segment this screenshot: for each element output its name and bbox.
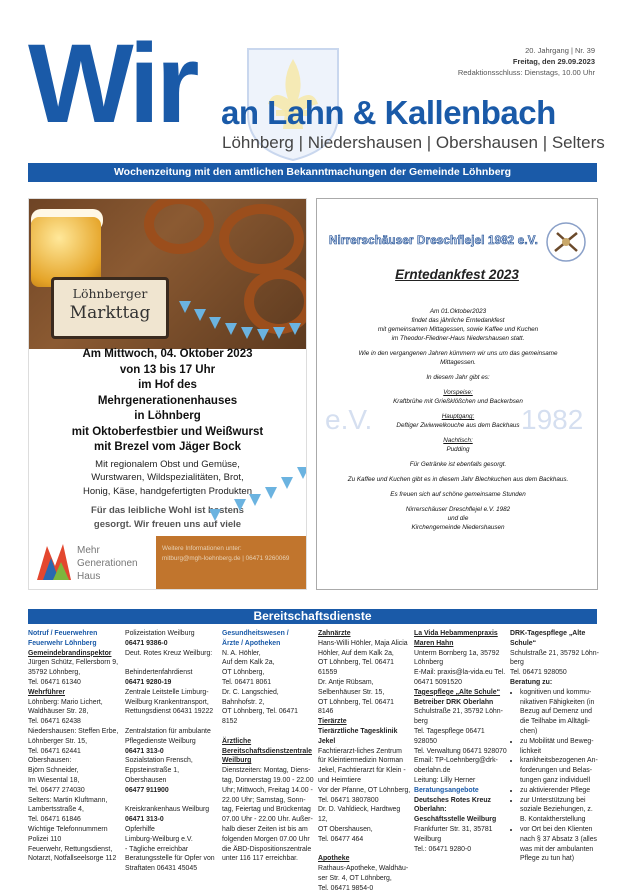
service-line: Fachtierarzt-liches Zentrum <box>318 747 402 755</box>
service-line: Eppsteinstraße 1, <box>125 767 180 775</box>
service-line: Tagespflege „Alte Schule“ <box>414 688 501 696</box>
drk-topic-item: • kognitiven und kommu-nikativen Fähigkeiten (in Bezug auf Demenz und die Teilhabe im Alltägli-chen) <box>520 688 599 737</box>
drk-line: Schulstraße 21, 35792 Löhn- <box>510 649 599 657</box>
bunting-flag <box>179 301 191 313</box>
service-line: Zentrale Leitstelle Limburg- <box>125 688 209 696</box>
drk-topic-item: • krankheitsbezogenen An-forderungen und Belas-tungen ganz individuell <box>520 756 599 785</box>
localities: Löhnberg | Niedershausen | Obershausen | Selters <box>222 133 605 152</box>
drk-topic-item: • vor Ort bei den Klienten nach § 37 Absatz 3 (alles was mit der ambulanten Pflege zu tun hat) <box>520 825 599 864</box>
drk-line: berg <box>510 659 524 667</box>
erntedank-line: Mittagessen. <box>440 359 476 366</box>
service-line: Behindertenfahrdienst <box>125 669 193 677</box>
service-line: Niedershausen: Steffen Erbe, <box>28 727 119 735</box>
section-title: Bereitschaftsdienste <box>28 609 597 624</box>
service-line: Polizeistation Weilburg <box>125 630 195 637</box>
service-line: 06471 5091520 <box>414 678 462 686</box>
service-line: Höhler, Auf dem Kalk 2a, <box>318 649 394 657</box>
erntedankfest-body <box>325 307 591 538</box>
service-line: Gesundheitswesen / <box>222 630 289 637</box>
erntedank-line: Zu Kaffee und Kuchen gibt es in diesem Jahr Blechkuchen aus dem Backhaus. <box>347 476 569 483</box>
markttag-line: im Hof des <box>138 379 197 391</box>
markttag-detail-line: Mit regionalem Obst und Gemüse, <box>95 458 240 470</box>
service-line: La Vida Hebammenpraxis <box>414 630 498 637</box>
service-line <box>125 717 218 727</box>
service-line: Maren Hahn <box>414 639 454 647</box>
bunting-flag <box>265 487 277 499</box>
column-drk-daycare <box>510 629 599 864</box>
column-midwife-care <box>414 629 507 854</box>
markttag-line: mit Oktoberfestbier und Weißwurst <box>71 425 264 438</box>
service-line: Lambertsstraße 4, <box>28 806 84 814</box>
erntedank-line: Deftiger Zwiwwelkouche aus dem Backhaus <box>396 422 520 429</box>
drk-subheading: Beratung zu: <box>510 678 553 686</box>
markttag-detail-line: Wurstwaren, Wildspezialitäten, Brot, <box>91 472 244 483</box>
erntedank-line: mit gemeinsamen Mittagessen, sowie Kaffee und Kuchen <box>377 326 539 333</box>
tagline-bar: Wochenzeitung mit den amtlichen Bekanntmachungen der Gemeinde Löhnberg <box>28 163 597 182</box>
deadline-note: Redaktionsschluss: Dienstags, 10.00 Uhr <box>457 68 595 77</box>
drk-topic-item: • zu aktivierender Pflege <box>520 786 599 796</box>
service-line: Limburg-Weilburg e.V. <box>125 835 193 843</box>
service-line: Feuerwehr, Rettungsdienst, <box>28 845 113 853</box>
bunting-flag <box>281 477 293 489</box>
service-line: 22.00 Uhr; Samstag, Sonn- <box>222 796 306 804</box>
service-line: Weilburg Krankentransport, <box>125 698 209 706</box>
service-line: Jekel <box>318 737 336 745</box>
erntedank-line: Am 01.Oktober2023 <box>429 308 487 315</box>
service-line: Rettungsdienst 06431 19222 <box>125 708 214 716</box>
service-line: Opferhilfe <box>125 825 155 833</box>
service-line <box>318 845 411 855</box>
service-line: Zentralstation für ambulante <box>125 727 211 735</box>
service-line <box>125 658 218 668</box>
mehrgenerationenhaus-logo <box>33 536 156 590</box>
service-line: Ärzte / Apotheken <box>222 639 281 647</box>
drk-heading: DRK-Tagespflege „Alte <box>510 630 586 637</box>
service-line: OT Obershausen, <box>318 825 373 833</box>
erntedank-course-label: Vorspeise: <box>443 389 473 396</box>
erntedank-line: Kraftbrühe mit Grießklößchen und Backerbsen <box>393 398 523 405</box>
service-line: 06471 313-0 <box>125 816 164 824</box>
erntedank-paragraph <box>325 388 591 406</box>
markttag-note-line: gesorgt. Wir freuen uns auf viele <box>93 518 242 530</box>
service-line: tag, Donnerstag 19.00 - 22.00 <box>222 776 314 784</box>
service-line: - Tägliche erreichbar <box>125 845 189 853</box>
erntedank-line: findet das jährliche Erntedankfest <box>411 317 505 324</box>
mgh-logo-text: Mehr <box>77 545 100 556</box>
service-line: folgenden Morgen 07.00 Uhr <box>222 835 310 843</box>
service-line: Waldhäuser Str. 28, <box>28 708 89 716</box>
service-line: Apotheke <box>318 855 350 863</box>
markttag-line: in Löhnberg <box>134 410 201 422</box>
service-line: Sozialstation Frensch, <box>125 757 193 765</box>
oktoberfest-photo <box>29 199 306 349</box>
bunting-flag <box>194 309 206 321</box>
service-line: tag, Feiertag und Brückentag <box>222 806 311 814</box>
markttag-note-line: Für das leibliche Wohl ist bestens <box>91 505 244 516</box>
erntedank-line: Es freuen sich auf schöne gemeinsame Stunden <box>390 491 526 498</box>
erntedank-paragraph <box>325 505 591 532</box>
drk-heading: Schule“ <box>510 639 537 647</box>
service-line: Obershausen <box>125 776 167 784</box>
service-line: Tel.: 06471 9280-0 <box>414 845 472 853</box>
service-line: OT Löhnberg, Tel. 06471 8152 <box>222 708 298 726</box>
bunting-flag <box>234 499 246 511</box>
service-line: 35792 Löhnberg, <box>28 669 81 677</box>
drk-topic-item: • zu Mobilität und Beweg-lichkeit <box>520 737 599 757</box>
bunting-flag <box>249 494 261 506</box>
service-line: Tel. 06471 9854-0 <box>318 884 374 892</box>
markttag-detail-line: Honig, Käse, handgefertigten Produkten <box>82 485 252 497</box>
issue-number: 20. Jahrgang | Nr. 39 <box>525 46 595 55</box>
service-line: Löhnberg <box>414 659 444 667</box>
service-line: berg <box>414 718 428 726</box>
service-line: Deutsches Rotes Kreuz <box>414 796 491 804</box>
service-line: Beratungsstelle für Opfer von <box>125 855 215 863</box>
watermark-left: e.V. <box>325 404 373 435</box>
service-line: N. A. Höhler, <box>222 649 261 657</box>
service-line: Jekel, Fachtierarzt für Klein - <box>318 767 406 775</box>
service-line: Löhnberger Str. 15, <box>28 737 87 745</box>
erntedank-line: Kirchengemeinde Niedershausen <box>411 524 505 531</box>
erntedank-line: Nirrerschäuser Dreschflejel e.V. 1982 <box>405 506 511 513</box>
erntedank-line: Pudding <box>446 446 470 453</box>
bunting-flag <box>241 327 253 339</box>
service-line: Tel. 06471 8061 <box>222 678 272 686</box>
service-line: Tel. 06471 61846 <box>28 816 81 824</box>
service-line: Wichtige Telefonnummern <box>28 825 108 833</box>
drk-topic-item: • zur Unterstützung bei soziale Beziehungen, z. B. Kontaktherstellung <box>520 796 599 825</box>
service-line: Straftaten 06431 45045 <box>125 865 198 873</box>
service-line: Rathaus-Apotheke, Waldhäu- <box>318 865 409 873</box>
erntedank-paragraph <box>325 349 591 367</box>
markttag-line: Mehrgenerationenhauses <box>97 394 238 407</box>
service-line: Löhnberg: Mario Lichert, <box>28 698 103 706</box>
erntedank-line: im Theodor-Fliedner-Haus Niedershausen statt. <box>391 335 525 342</box>
service-line: Dr. Antje Rübsam, <box>318 678 374 686</box>
service-line: Auf dem Kalk 2a, <box>222 659 275 667</box>
service-line: Tel. 06471 62438 <box>28 718 81 726</box>
service-line: Polizei 110 <box>28 835 62 843</box>
markttag-line: mit Brezel vom Jäger Bock <box>93 441 241 453</box>
drk-topic-list <box>520 688 599 864</box>
bunting-flag <box>297 467 307 479</box>
service-line: Selters: Martin Kluftmann, <box>28 796 108 804</box>
erntedank-course-label: Nachtisch: <box>443 437 473 444</box>
service-line: für Kleintiermedizin Norman <box>318 757 404 765</box>
erntedank-course-label: Hauptgang: <box>441 413 475 420</box>
service-line: Uhr; Mittwoch, Freitag 14.00 - <box>222 786 313 794</box>
service-line: Beratungsangebote <box>414 786 479 794</box>
service-line: 06471 313-0 <box>125 747 164 755</box>
erntedank-line: und die <box>447 515 469 522</box>
service-line: Weilburg <box>414 835 442 843</box>
service-line: Tel. 06471 61340 <box>28 678 81 686</box>
erntedank-paragraph <box>325 412 591 430</box>
service-line: Jürgen Schütz, Fellersborn 9, <box>28 659 119 667</box>
markttag-line: von 13 bis 17 Uhr <box>119 363 216 376</box>
erntedank-line: Für Getränke ist ebenfalls gesorgt. <box>409 461 507 468</box>
service-line: Tel. 06471 62441 <box>28 747 81 755</box>
mgh-footer <box>29 533 306 590</box>
service-line: Dienstzeiten: Montag, Diens- <box>222 767 311 775</box>
service-line: Dr. D. Vahldieck, Hardtweg 12, <box>318 806 401 824</box>
service-line: Im Wiesental 18, <box>28 776 80 784</box>
service-line: Tel. 06477 274030 <box>28 786 85 794</box>
service-line: Wehrführer <box>28 688 66 696</box>
column-emergency <box>28 629 121 864</box>
service-line: Björn Schneider, <box>28 767 79 775</box>
service-line: Tierärztliche Tagesklinik <box>318 727 398 735</box>
service-line: unter 116 117 erreichbar. <box>222 855 298 863</box>
service-line: Selbenhäuser Str. 15, <box>318 688 385 696</box>
service-line: Weilburg <box>222 757 252 765</box>
service-line: halb dieser Zeiten ist bis am <box>222 825 308 833</box>
erntedank-paragraph <box>325 307 591 343</box>
drk-line: Tel. 06471 928050 <box>510 669 567 677</box>
club-emblem-icon <box>545 221 587 263</box>
erntedank-paragraph <box>325 436 591 454</box>
service-line: 06477 911900 <box>125 786 169 794</box>
service-line: 06471 9386-0 <box>125 639 168 647</box>
service-line: Vor der Pfanne, OT Löhnberg, <box>318 786 411 794</box>
issue-date: Freitag, den 29.09.2023 <box>512 57 595 66</box>
service-line: Frankfurter Str. 31, 35781 <box>414 825 493 833</box>
club-header: Nirrerschäuser Dreschflejel 1982 e.V. <box>329 235 538 247</box>
service-line: OT Löhnberg, Tel. 06471 8146 <box>318 698 394 716</box>
erntedank-paragraph <box>325 490 591 499</box>
service-line: Obershausen: <box>28 757 72 765</box>
erntedankfest-advertisement <box>316 198 598 590</box>
service-line: E-Mail: praxis@la-vida.eu Tel. <box>414 669 506 677</box>
service-line <box>222 727 315 737</box>
service-line: Deut. Rotes Kreuz Weilburg: <box>125 649 213 657</box>
bunting-flag <box>289 323 301 335</box>
service-line: 06471 9280-19 <box>125 678 172 686</box>
mgh-logo-text: Generationen <box>77 558 138 569</box>
service-line: oberlahn.de <box>414 767 451 775</box>
erntedankfest-title: Erntedankfest 2023 <box>395 267 519 282</box>
bunting-flag <box>209 509 221 521</box>
watermark-right: 1982 <box>521 404 584 435</box>
service-line: Hans-Willi Höhler, Maja Alicia <box>318 639 408 647</box>
service-line: Geschäftsstelle Weilburg <box>414 816 497 824</box>
service-line: Oberlahn: <box>414 806 447 814</box>
service-line: 07.00 Uhr - 22.00 Uhr. Außer- <box>222 816 313 824</box>
bunting-flag <box>209 317 221 329</box>
service-line: Gemeindebrandinspektor <box>28 649 112 657</box>
bunting-flag <box>225 323 237 335</box>
service-line: Email: TP-Loehnberg@drk- <box>414 757 498 765</box>
column-doctors <box>222 629 315 864</box>
service-line: Notarzt, Notfallseelsorge 112 <box>28 855 117 863</box>
service-line: Tel. 06471 3807800 <box>318 796 379 804</box>
column-services <box>125 629 218 874</box>
service-line: Pflegedienste Weilburg <box>125 737 196 745</box>
service-line: Dr. C. Langschied, Bahnhofstr. 2, <box>222 688 279 706</box>
markttag-sign: Löhnberger Markttag <box>51 277 169 339</box>
service-line: OT Löhnberg, <box>222 669 265 677</box>
bunting-flag <box>257 329 269 341</box>
service-line: Tierärzte <box>318 718 347 726</box>
column-dentists-vets <box>318 629 411 894</box>
mgh-logo-text: Haus <box>77 571 101 582</box>
masthead-wir: Wir <box>28 21 196 146</box>
erntedank-line: In diesem Jahr gibt es: <box>426 374 490 381</box>
service-line: Feuerwehr Löhnberg <box>28 639 97 647</box>
service-line: ser Str. 4, OT Löhnberg, <box>318 874 392 882</box>
service-line: Betreiber DRK Oberlahn <box>414 698 494 706</box>
service-line: 61559 <box>318 669 338 677</box>
service-line: Tel. Tagespflege 06471 <box>414 727 485 735</box>
erntedank-paragraph <box>325 475 591 484</box>
service-line: Unterm Bornberg 1a, 35792 <box>414 649 500 657</box>
erntedank-paragraph <box>325 460 591 469</box>
markttag-main-text <box>29 347 306 456</box>
erntedank-paragraph <box>325 373 591 382</box>
service-line: Ärztliche <box>222 737 252 745</box>
erntedank-line: Wie in den vergangenen Jahren kümmern wir uns um das gemeinsame <box>358 350 558 357</box>
markttag-line: Am Mittwoch, 04. Oktober 2023 <box>82 348 253 360</box>
service-line: OT Löhnberg, Tel. 06471 <box>318 659 394 667</box>
service-line: die ÄBD-Dispositionszentrale <box>222 845 312 853</box>
service-line: Leitung: Lilly Herner <box>414 776 476 784</box>
service-line: Bereitschaftsdienstzentrale <box>222 747 312 755</box>
service-line: 928050 <box>414 737 437 745</box>
service-line: Tel. 06477 464 <box>318 835 364 843</box>
service-line: Tel. Verwaltung 06471 928070 <box>414 747 507 755</box>
service-line: Kreiskrankenhaus Weilburg <box>125 806 210 814</box>
bunting-flag <box>273 327 285 339</box>
newspaper-title: an Lahn & Kallenbach <box>221 94 556 131</box>
service-line: Notruf / Feuerwehren <box>28 630 98 637</box>
service-line: und Heimtiere <box>318 776 361 784</box>
service-line: Zahnärzte <box>318 630 351 637</box>
service-line: Schulstraße 21, 35792 Löhn- <box>414 708 503 716</box>
mgh-contact-info: Weitere Informationen unter: mitburg@mgh-loehnberg.de | 06471 9260069 <box>156 536 307 590</box>
service-line <box>125 796 218 806</box>
markttag-advertisement <box>28 198 307 590</box>
